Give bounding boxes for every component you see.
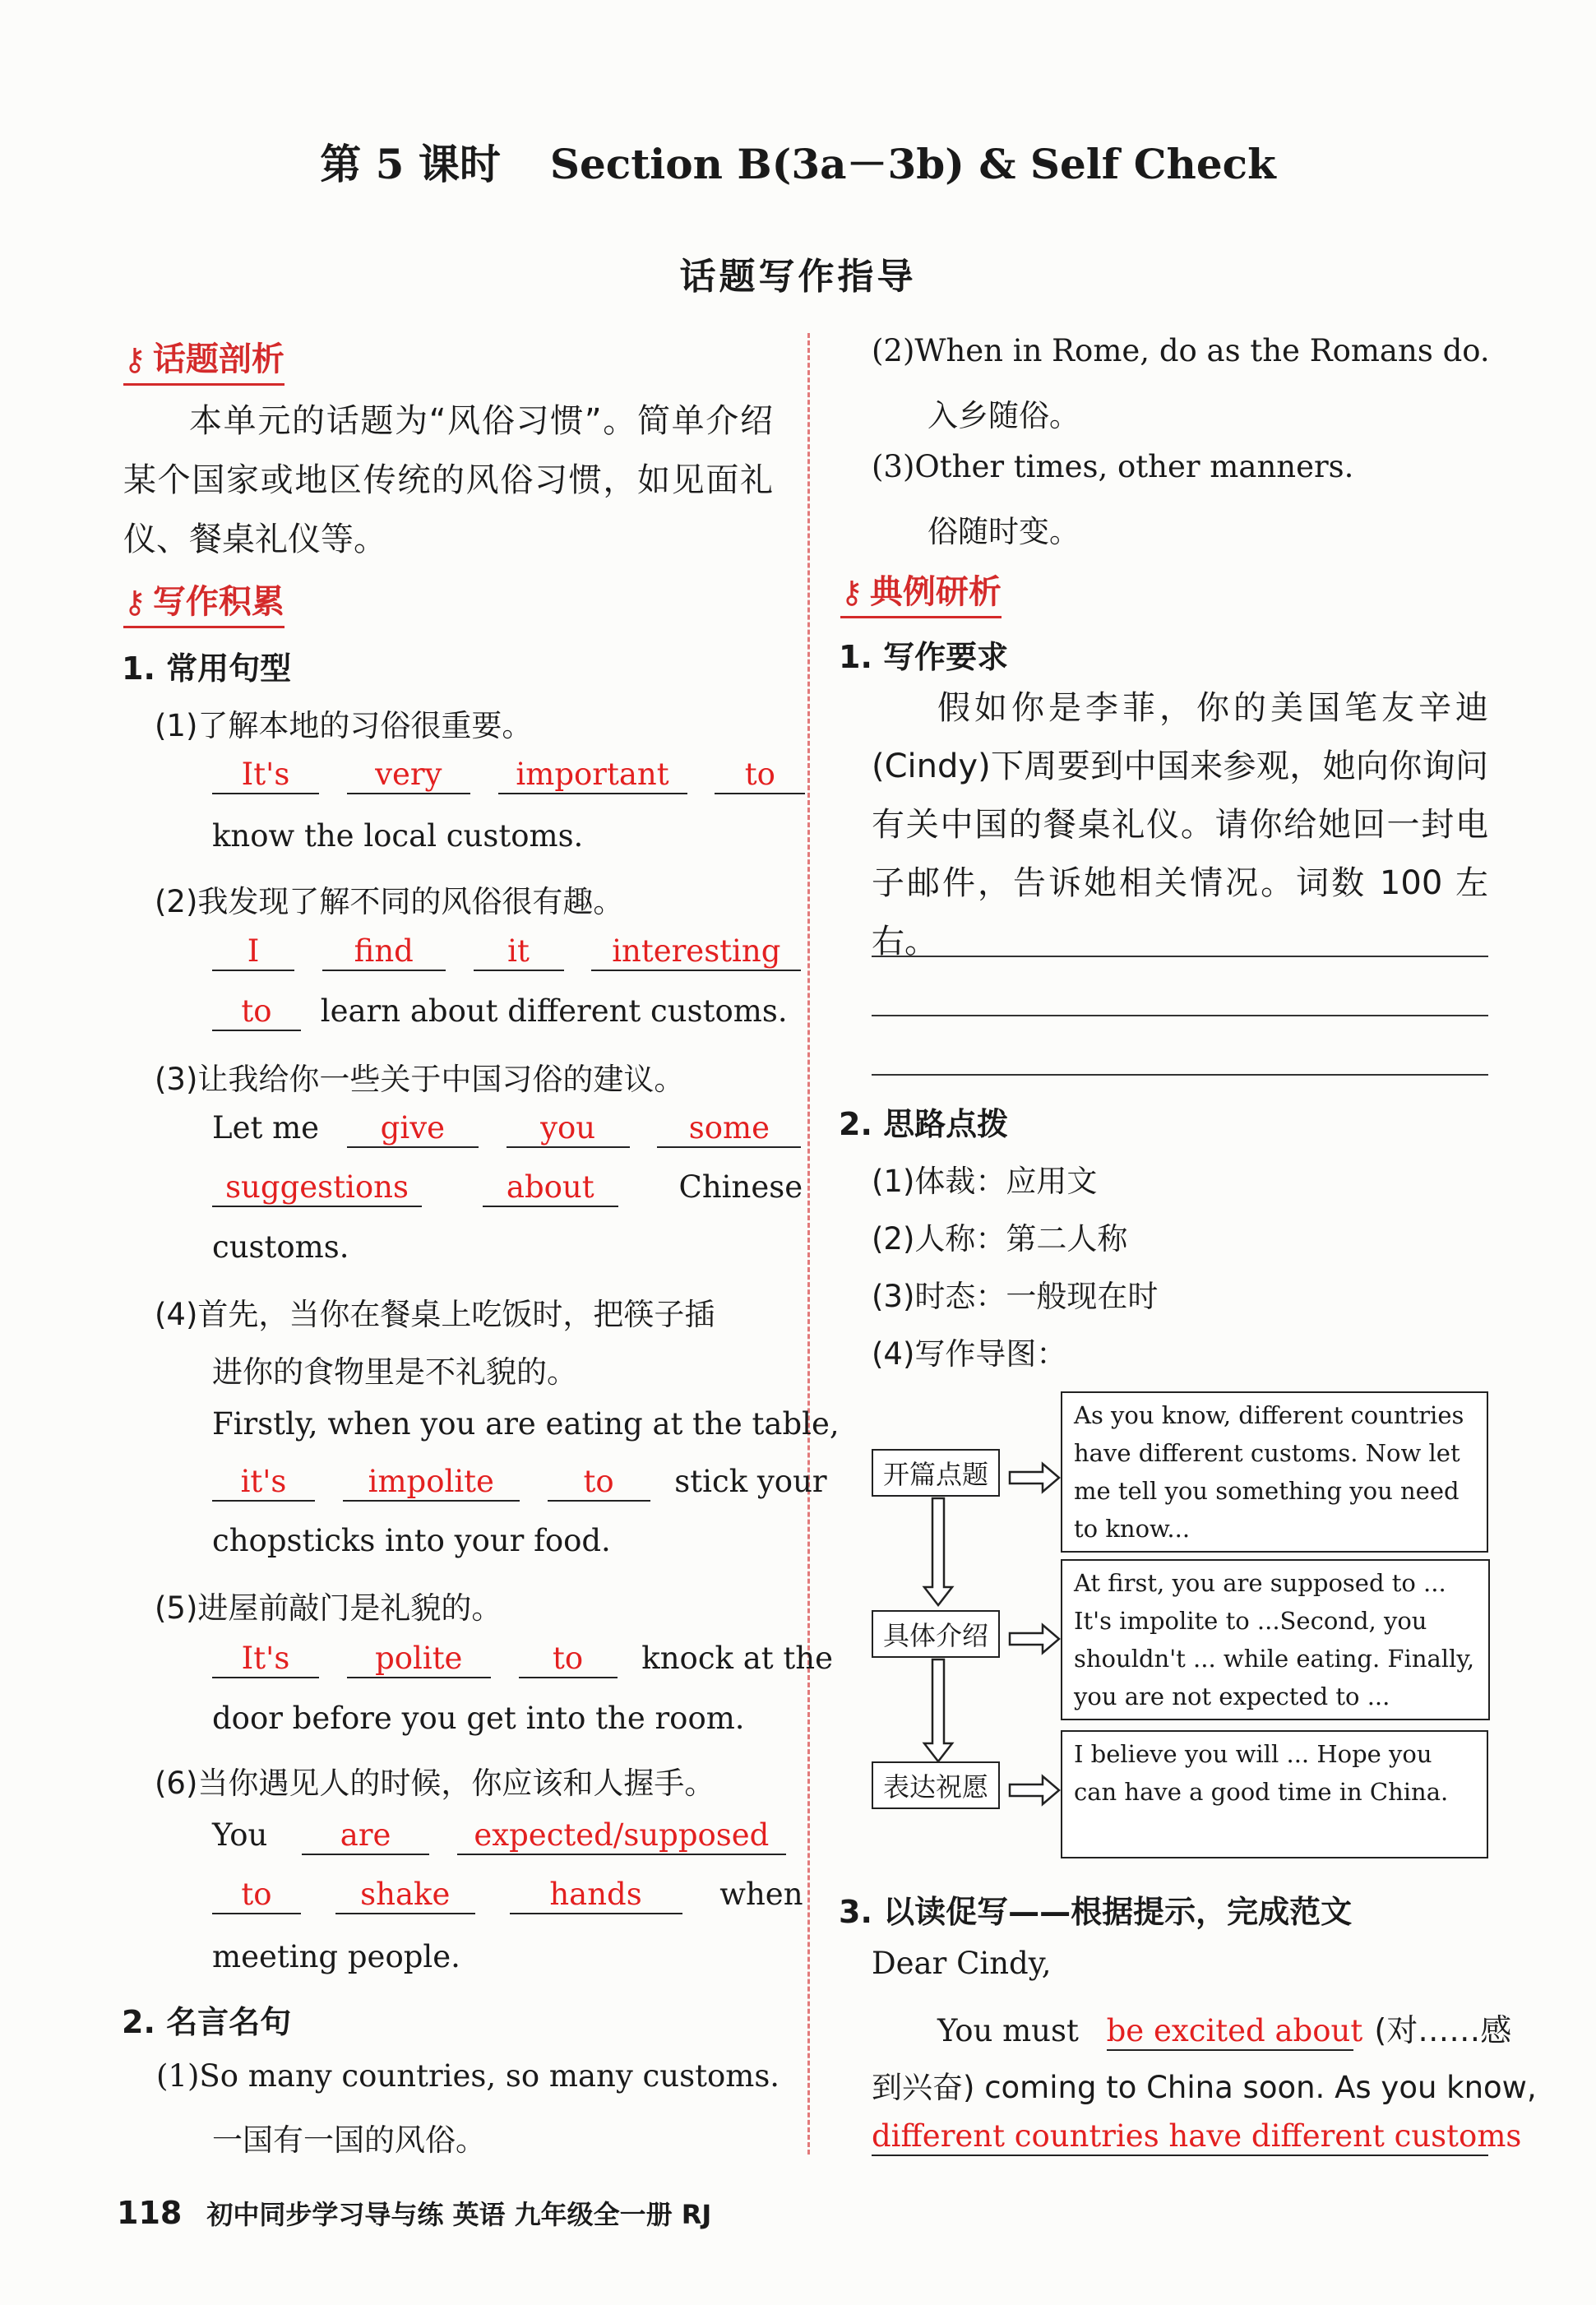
- flow-box-2: At first, you are supposed to ... It's impolite to ...Second, you shouldn't ... while eating. Finally, you are not expected to ...: [1061, 1559, 1490, 1720]
- flow-label-2: 具体介绍: [872, 1610, 1000, 1658]
- writing-heading: ⚷ 写作积累: [123, 576, 285, 628]
- s3-tail: customs.: [212, 1229, 349, 1265]
- quote-1-cn: 一国有一国的风俗。: [212, 2122, 486, 2158]
- answer-blank: suggestions: [212, 1169, 422, 1207]
- requirements-text: 假如你是李菲，你的美国笔友辛迪(Cindy)下周要到中国来参观，她向你询问有关中国的餐桌礼仪。请你给她回一封电子邮件，告诉她相关情况。词数 100 左右。: [872, 689, 1488, 960]
- requirements-heading: 1. 写作要求: [839, 639, 1009, 675]
- answer-blank: it's: [212, 1464, 315, 1502]
- answer-blank: It's: [212, 757, 319, 794]
- tip-item: (1)体裁：应用文: [872, 1164, 1098, 1199]
- s6-tail: meeting people.: [212, 1939, 460, 1974]
- tip-item: (4)写作导图：: [872, 1336, 1067, 1372]
- flow-box-1: As you know, different countries have different customs. Now let me tell you something you need to know...: [1061, 1391, 1488, 1553]
- s3-line1: [212, 1110, 801, 1148]
- section-name: Section B(3a－3b) & Self Check: [549, 140, 1276, 188]
- s1-cn: (1)了解本地的习俗很重要。: [155, 708, 533, 743]
- quote-3-en: (3)Other times, other manners.: [872, 449, 1354, 484]
- book-title: 初中同步学习导与练 英语 九年级全一册 RJ: [206, 2199, 712, 2230]
- s2-tail-line: [212, 993, 788, 1031]
- writing-line[interactable]: [872, 956, 1488, 957]
- answer-blank: be excited about: [1107, 2013, 1353, 2051]
- answer-blank: I: [212, 933, 294, 971]
- quote-1-en: (1)So many countries, so many customs.: [156, 2058, 780, 2094]
- practice-line-3: [872, 2118, 1522, 2156]
- topic-heading: ⚷ 话题剖析: [123, 333, 285, 386]
- s3-cn: (3)让我给你一些关于中国习俗的建议。: [155, 1062, 685, 1097]
- s6-cn: (6)当你遇见人的时候，你应该和人握手。: [155, 1766, 715, 1801]
- answer-blank: to: [212, 1877, 301, 1914]
- s2-cn: (2)我发现了解不同的风俗很有趣。: [155, 884, 624, 919]
- quote-2-en: (2)When in Rome, do as the Romans do.: [872, 333, 1490, 368]
- answer-blank: important: [498, 757, 687, 794]
- answer-blank: you: [507, 1110, 630, 1148]
- p1-hint: (对……感: [1374, 2012, 1512, 2048]
- answer-blank: expected/supposed: [457, 1817, 786, 1855]
- s4-cn1: (4)首先，当你在餐桌上吃饭时，把筷子插: [155, 1297, 715, 1332]
- flow-label-3: 表达祝愿: [872, 1761, 1000, 1809]
- s3-line2: [212, 1169, 803, 1207]
- s4-answers: [212, 1464, 827, 1502]
- flow-box-3: I believe you will ... Hope you can have a good time in China.: [1061, 1730, 1488, 1858]
- answer-blank: impolite: [343, 1464, 520, 1502]
- s3-mid: Chinese: [678, 1169, 803, 1205]
- answer-blank: to: [548, 1464, 650, 1502]
- s1-answers: [212, 757, 805, 794]
- sentences-heading: 1. 常用句型: [122, 650, 292, 687]
- s6-pre: You: [212, 1817, 268, 1853]
- answer-blank: to: [212, 993, 301, 1031]
- practice-line-2: 到兴奋) coming to China soon. As you know,: [872, 2070, 1537, 2105]
- s4-cn2: 进你的食物里是不礼貌的。: [212, 1354, 577, 1390]
- s5-cn: (5)进屋前敲门是礼貌的。: [155, 1590, 502, 1626]
- page-number: 118: [117, 2195, 183, 2231]
- p1-pre: You must: [937, 2013, 1079, 2048]
- answer-blank: about: [483, 1169, 618, 1207]
- s6-line2: [212, 1877, 803, 1914]
- s2-answers: [212, 933, 801, 971]
- answer-blank: shake: [335, 1877, 475, 1914]
- s5-tail: door before you get into the room.: [212, 1701, 745, 1736]
- practice-line-1: [937, 2005, 1511, 2051]
- quotes-heading: 2. 名言名句: [122, 2004, 292, 2040]
- answer-blank: polite: [347, 1641, 491, 1678]
- answer-blank: different countries have different customs: [872, 2118, 1488, 2156]
- flow-arrows: [872, 1390, 1069, 1817]
- lesson-number: 第 5 课时: [320, 140, 501, 188]
- tip-item: (2)人称：第二人称: [872, 1221, 1128, 1257]
- s3-pre: Let me: [212, 1110, 320, 1146]
- quote-2-cn: 入乡随俗。: [928, 398, 1080, 433]
- answer-blank: interesting: [591, 933, 801, 971]
- writing-line[interactable]: [872, 1074, 1488, 1076]
- answer-blank: It's: [212, 1641, 319, 1678]
- key-icon: ⚷: [123, 341, 146, 377]
- answer-blank: to: [519, 1641, 618, 1678]
- tips-heading: 2. 思路点拨: [839, 1106, 1009, 1142]
- key-icon: ⚷: [840, 574, 863, 610]
- practice-heading: 3. 以读促写——根据提示，完成范文: [839, 1894, 1353, 1930]
- s4-tail: chopsticks into your food.: [212, 1523, 611, 1558]
- answer-blank: hands: [510, 1877, 682, 1914]
- answer-blank: give: [347, 1110, 479, 1148]
- writing-line[interactable]: [872, 1015, 1488, 1016]
- s4-mid: stick your: [674, 1464, 827, 1499]
- answer-blank: very: [347, 757, 470, 794]
- topic-text: 本单元的话题为“风俗习惯”。简单介绍某个国家或地区传统的风俗习惯，如见面礼仪、餐桌礼仪等。: [123, 402, 773, 558]
- answer-blank: are: [302, 1817, 429, 1855]
- down-arrow-icon: [924, 1498, 952, 1761]
- quote-3-cn: 俗随时变。: [928, 514, 1080, 549]
- s2-tail: learn about different customs.: [320, 993, 788, 1029]
- answer-blank: to: [715, 757, 805, 794]
- footer: [117, 2194, 711, 2232]
- s4-pre: Firstly, when you are eating at the table,: [212, 1406, 840, 1442]
- right-arrow-icon: [1010, 1464, 1059, 1804]
- column-divider: [807, 333, 810, 2155]
- answer-blank: it: [474, 933, 564, 971]
- s6-mid: when: [719, 1877, 803, 1912]
- s6-line1: [212, 1817, 786, 1855]
- subtitle: 话题写作指导: [679, 256, 917, 298]
- answer-blank: some: [657, 1110, 801, 1148]
- s5-mid: knock at the: [641, 1641, 834, 1676]
- greeting: Dear Cindy,: [872, 1946, 1052, 1981]
- s1-tail: know the local customs.: [212, 818, 584, 854]
- s5-answers: [212, 1641, 833, 1678]
- flow-label-1: 开篇点题: [872, 1449, 1000, 1497]
- key-icon: ⚷: [123, 584, 146, 620]
- tip-item: (3)时态：一般现在时: [872, 1279, 1159, 1314]
- answer-blank: find: [322, 933, 446, 971]
- page-title: [0, 132, 1596, 191]
- example-heading: ⚷ 典例研析: [840, 566, 1002, 618]
